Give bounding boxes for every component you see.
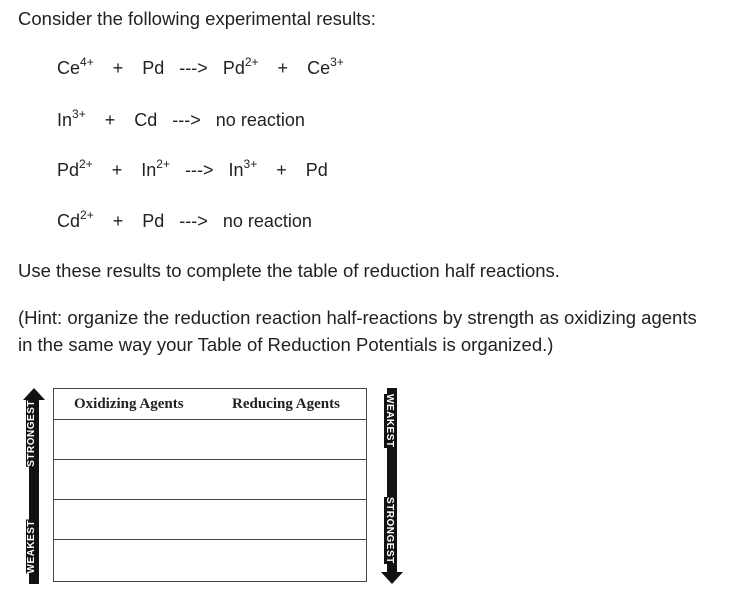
reaction-1: $Ce^{4+} + Pd$ ---> $Pd^{2+} + Ce^{3+}$ bbox=[57, 55, 344, 78]
hint-line-1: (Hint: organize the reduction reaction half-reactions by strength as oxidizing agents bbox=[18, 307, 697, 328]
reactant-2: Pd bbox=[142, 58, 165, 78]
product-2: $Ce^{3+}$ bbox=[307, 55, 344, 78]
reactant-2: Cd bbox=[134, 110, 158, 130]
table-row[interactable] bbox=[54, 459, 366, 500]
reaction-4: $Cd^{2+} + Pd$ ---> no reaction bbox=[57, 208, 312, 231]
product-1: no reaction bbox=[222, 211, 312, 231]
right-bar-bottom-label: STRONGEST bbox=[384, 497, 395, 564]
reactant-2: $In^{2+}$ bbox=[141, 157, 170, 180]
right-bar-top-label: WEAKEST bbox=[384, 394, 395, 448]
product-1: $Pd^{2+}$ bbox=[222, 55, 259, 78]
reaction-arrow: ---> bbox=[179, 58, 208, 78]
table-row[interactable] bbox=[54, 499, 366, 540]
product-1: no reaction bbox=[215, 110, 305, 130]
hint-line-2: in the same way your Table of Reduction Potentials is organized.) bbox=[18, 334, 554, 355]
left-bar-bottom-label: WEAKEST bbox=[26, 520, 37, 574]
table-header bbox=[54, 389, 366, 419]
instruction-text: Use these results to complete the table of reduction half reactions. bbox=[18, 260, 560, 281]
reduction-table bbox=[53, 388, 367, 582]
left-bar-top-label: STRONGEST bbox=[26, 400, 37, 467]
reaction-arrow: ---> bbox=[184, 160, 214, 180]
product-1: $In^{3+}$ bbox=[228, 157, 258, 180]
reaction-2: $In^{3+} + Cd$ ---> no reaction bbox=[57, 107, 305, 130]
table-row[interactable] bbox=[54, 419, 366, 460]
reactant-1: $Pd^{2+}$ bbox=[57, 157, 93, 180]
intro-text: Consider the following experimental results: bbox=[18, 8, 376, 29]
reaction-arrow: ---> bbox=[179, 211, 208, 231]
col-oxidizing-agents: Oxidizing Agents bbox=[74, 396, 184, 412]
reactant-2: Pd bbox=[142, 211, 165, 231]
col-reducing-agents: Reducing Agents bbox=[232, 396, 340, 412]
reactant-1: $In^{3+}$ bbox=[57, 107, 86, 130]
product-2: Pd bbox=[305, 160, 328, 180]
reaction-3: $Pd^{2+} + In^{2+}$ ---> $In^{3+} + Pd$ bbox=[57, 157, 328, 180]
table-row[interactable] bbox=[54, 539, 366, 582]
reaction-arrow: ---> bbox=[172, 110, 201, 130]
reactant-1: $Ce^{4+}$ bbox=[57, 55, 94, 78]
reactant-1: $Cd^{2+}$ bbox=[57, 208, 94, 231]
